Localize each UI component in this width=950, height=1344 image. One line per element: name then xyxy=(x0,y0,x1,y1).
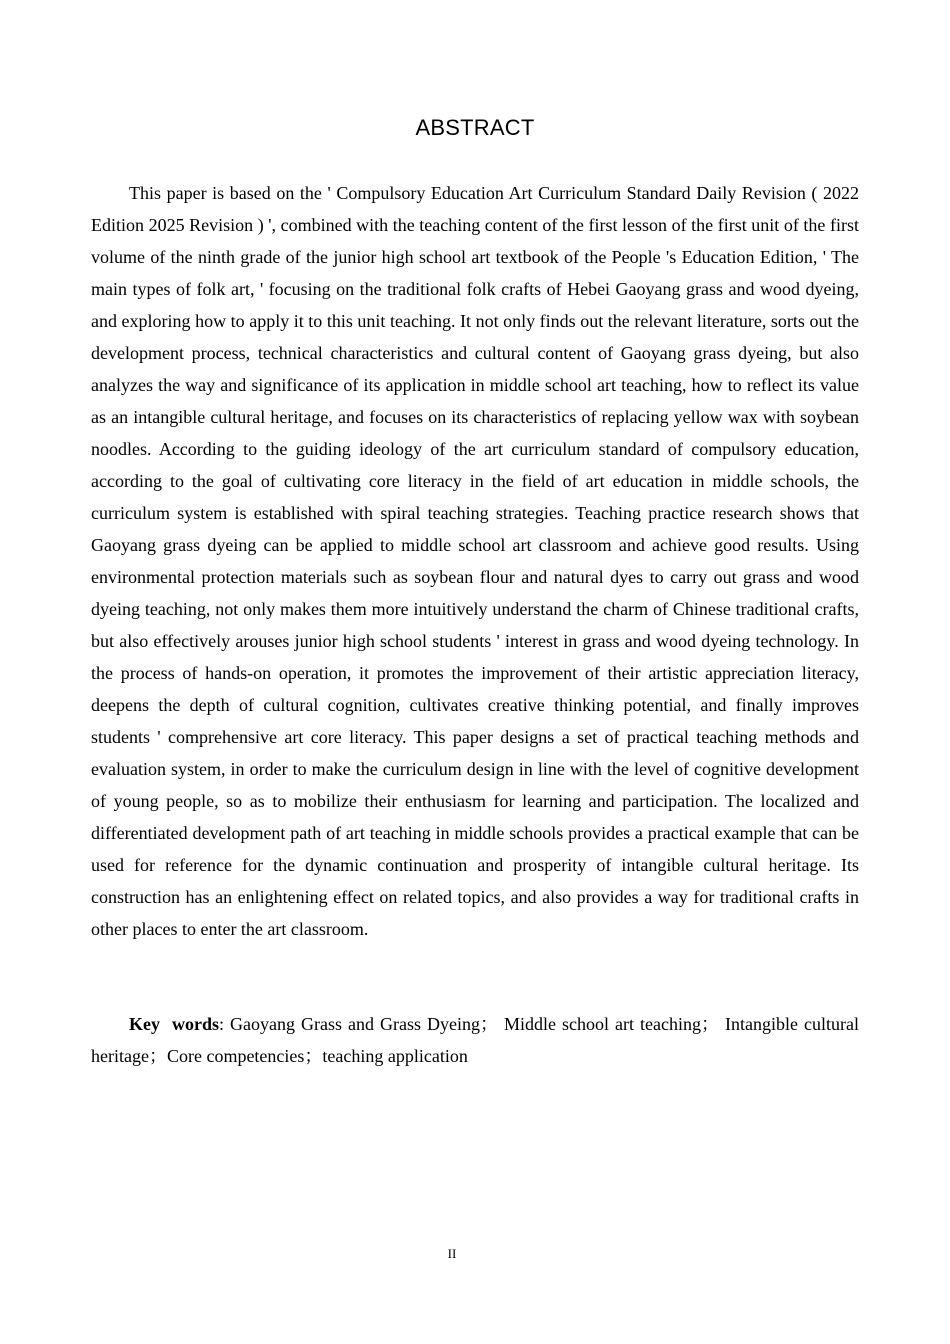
keywords-paragraph xyxy=(91,1008,859,1072)
abstract-body: This paper is based on the ' Compulsory Education Art Curriculum Standard Daily Revision ( 2022 Edition 2025 Revision ) ', combined with the teaching content of the first lesson of the first unit of the first volume of the ninth grade of the junior high school art textbook of the People 's Education Edition, ' The main types of folk art, ' focusing on the traditional folk crafts of Hebei Gaoyang grass and wood dyeing, and exploring how to apply it to this unit teaching. It not only finds out the relevant literature, sorts out the development process, technical characteristics and cultural content of Gaoyang grass dyeing, but also analyzes the way and significance of its application in middle school art teaching, how to reflect its value as an intangible cultural heritage, and focuses on its characteristics of replacing yellow wax with soybean noodles. According to the guiding ideology of the art curriculum standard of compulsory education, according to the goal of cultivating core literacy in the field of art education in middle schools, the curriculum system is established with spiral teaching strategies. Teaching practice research shows that Gaoyang grass dyeing can be applied to middle school art classroom and achieve good results. Using environmental protection materials such as soybean flour and natural dyes to carry out grass and wood dyeing teaching, not only makes them more intuitively understand the charm of Chinese traditional crafts, but also effectively arouses junior high school students ' interest in grass and wood dyeing technology. In the process of hands-on operation, it promotes the improvement of their artistic appreciation literacy, deepens the depth of cultural cognition, cultivates creative thinking potential, and finally improves students ' comprehensive art core literacy. This paper designs a set of practical teaching methods and evaluation system, in order to make the curriculum design in line with the level of cognitive development of young people, so as to mobilize their enthusiasm for learning and participation. The localized and differentiated development path of art teaching in middle schools provides a practical example that can be used for reference for the dynamic continuation and prosperity of intangible cultural heritage. Its construction has an enlightening effect on related topics, and also provides a way for traditional crafts in other places to enter the art classroom. xyxy=(91,183,859,939)
abstract-title: ABSTRACT xyxy=(415,115,535,140)
keywords-separator: : xyxy=(219,1014,225,1034)
keywords-list: Gaoyang Grass and Grass Dyeing； Middle school art teaching； Intangible cultural heritage；Core competencies；teaching application xyxy=(91,1014,859,1066)
keywords-label: Key words xyxy=(129,1014,220,1034)
page-number: II xyxy=(447,1246,457,1261)
